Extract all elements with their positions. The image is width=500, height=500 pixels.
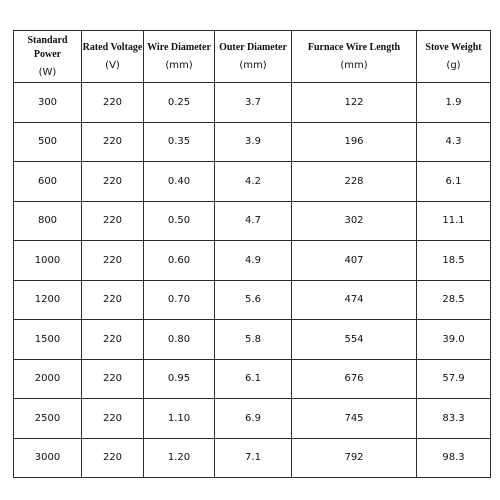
table-header [14,31,491,83]
table-cell-wire-diameter: 0.50 [144,201,215,241]
table-cell-rated-voltage: 220 [82,201,144,241]
table-cell-outer-diameter: 6.1 [215,359,292,399]
table-row [14,201,491,241]
table-cell-wire-diameter: 0.35 [144,122,215,162]
table-cell-furnace-wire-length: 196 [292,122,417,162]
table-cell-stove-weight: 83.3 [417,399,491,439]
column-header-unit: (mm) [165,59,193,71]
column-header-title: Outer Diameter [219,41,287,53]
table-row [14,438,491,478]
column-header-outer-diameter [215,31,292,83]
table-cell-rated-voltage: 220 [82,162,144,202]
table-cell-wire-diameter: 0.25 [144,83,215,123]
column-header-unit: (g) [446,59,461,71]
table-cell-furnace-wire-length: 554 [292,320,417,360]
table-cell-standard-power: 2500 [14,399,82,439]
table-cell-standard-power: 1200 [14,280,82,320]
table-cell-furnace-wire-length: 302 [292,201,417,241]
column-header-title: Furnace Wire Length [307,41,401,53]
table-cell-stove-weight: 6.1 [417,162,491,202]
table-cell-furnace-wire-length: 474 [292,280,417,320]
column-header-rated-voltage [82,31,144,83]
table-row [14,280,491,320]
table-row [14,320,491,360]
table-cell-stove-weight: 98.3 [417,438,491,478]
table-cell-wire-diameter: 1.10 [144,399,215,439]
header-row [14,31,491,83]
table-cell-rated-voltage: 220 [82,83,144,123]
table-cell-furnace-wire-length: 122 [292,83,417,123]
table-cell-furnace-wire-length: 792 [292,438,417,478]
table-cell-wire-diameter: 1.20 [144,438,215,478]
column-header-stove-weight [417,31,491,83]
table-row [14,122,491,162]
table-cell-outer-diameter: 4.2 [215,162,292,202]
table-cell-furnace-wire-length: 407 [292,241,417,281]
column-header-unit: (W) [38,66,57,78]
table-cell-stove-weight: 4.3 [417,122,491,162]
table-cell-stove-weight: 1.9 [417,83,491,123]
table-cell-stove-weight: 28.5 [417,280,491,320]
table-cell-standard-power: 1500 [14,320,82,360]
table-cell-rated-voltage: 220 [82,241,144,281]
table-cell-outer-diameter: 5.6 [215,280,292,320]
table-cell-wire-diameter: 0.40 [144,162,215,202]
table-cell-wire-diameter: 0.70 [144,280,215,320]
table-cell-rated-voltage: 220 [82,359,144,399]
column-header-title: Wire Diameter [147,41,211,53]
table-cell-rated-voltage: 220 [82,399,144,439]
table-cell-wire-diameter: 0.95 [144,359,215,399]
table-cell-furnace-wire-length: 676 [292,359,417,399]
table-row [14,162,491,202]
table-cell-outer-diameter: 5.8 [215,320,292,360]
column-header-wire-diameter [144,31,215,83]
table-cell-stove-weight: 57.9 [417,359,491,399]
column-header-unit: (V) [105,59,120,71]
table-row [14,83,491,123]
table-cell-rated-voltage: 220 [82,320,144,360]
table-cell-furnace-wire-length: 745 [292,399,417,439]
table-cell-standard-power: 2000 [14,359,82,399]
table-body [14,83,491,478]
table-row [14,359,491,399]
table-cell-standard-power: 1000 [14,241,82,281]
table-cell-stove-weight: 18.5 [417,241,491,281]
column-header-unit: (mm) [340,59,368,71]
table-cell-outer-diameter: 4.9 [215,241,292,281]
table-cell-outer-diameter: 3.9 [215,122,292,162]
table-cell-outer-diameter: 3.7 [215,83,292,123]
table-cell-standard-power: 600 [14,162,82,202]
table-cell-wire-diameter: 0.80 [144,320,215,360]
column-header-title: Stove Weight [425,41,482,53]
column-header-title: Rated Voltage [82,41,143,53]
table-cell-standard-power: 800 [14,201,82,241]
table-cell-stove-weight: 39.0 [417,320,491,360]
table-cell-standard-power: 500 [14,122,82,162]
table-cell-standard-power: 300 [14,83,82,123]
table-row [14,399,491,439]
column-header-furnace-wire-length [292,31,417,83]
table-cell-standard-power: 3000 [14,438,82,478]
table-row [14,241,491,281]
table-cell-furnace-wire-length: 228 [292,162,417,202]
table-cell-rated-voltage: 220 [82,280,144,320]
column-header-standard-power [14,31,82,83]
column-header-unit: (mm) [239,59,267,71]
table-cell-stove-weight: 11.1 [417,201,491,241]
table-cell-outer-diameter: 7.1 [215,438,292,478]
column-header-title: Standard Power [27,34,68,60]
table-cell-rated-voltage: 220 [82,438,144,478]
table-cell-wire-diameter: 0.60 [144,241,215,281]
table-cell-outer-diameter: 4.7 [215,201,292,241]
spec-table [13,30,491,478]
table-cell-outer-diameter: 6.9 [215,399,292,439]
table-cell-rated-voltage: 220 [82,122,144,162]
